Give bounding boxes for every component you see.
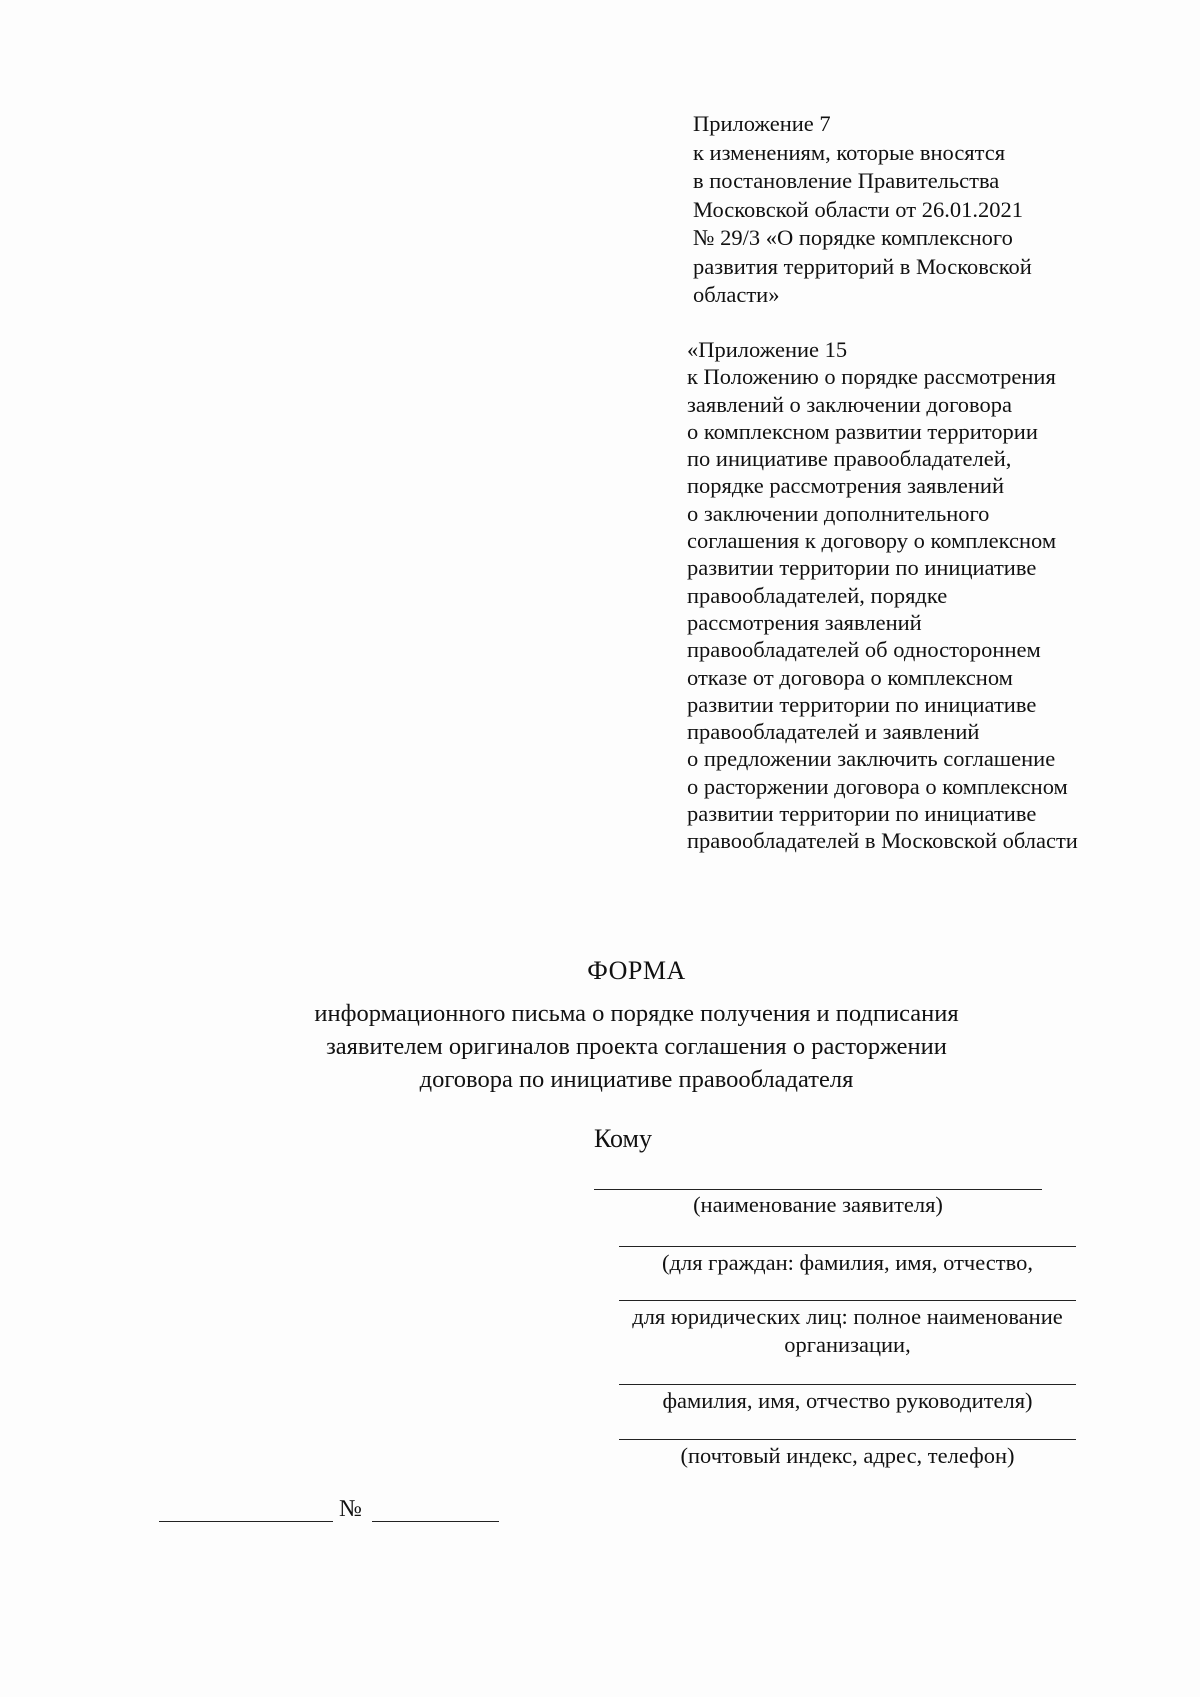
citizen-name-line[interactable]: [619, 1246, 1076, 1247]
applicant-name-caption: (наименование заявителя): [693, 1192, 943, 1217]
postal-address-line[interactable]: [619, 1439, 1076, 1440]
appendix-7-line: развития территорий в Московской: [693, 253, 1032, 279]
appendix-15-header: [687, 336, 1078, 855]
appendix-15-line: к Положению о порядке рассмотрения: [687, 364, 1056, 390]
appendix-15-line: о предложении заключить соглашение: [687, 746, 1056, 772]
appendix-15-line: порядке рассмотрения заявлений: [687, 473, 1005, 499]
appendix-15-line: соглашения к договору о комплексном: [687, 528, 1057, 554]
appendix-15-line: правообладателей, порядке: [687, 582, 948, 608]
appendix-15-line: правообладателей в Московской области: [687, 828, 1078, 854]
appendix-15-line: «Приложение 15: [687, 337, 848, 362]
appendix-15-line: заявлений о заключении договора: [687, 391, 1012, 417]
appendix-15-line: о расторжении договора о комплексном: [687, 773, 1068, 799]
registration-number-sign: №: [339, 1496, 362, 1522]
appendix-15-line: правообладателей об одностороннем: [687, 637, 1041, 663]
appendix-15-line: по инициативе правообладателей,: [687, 446, 1012, 472]
appendix-15-line: отказе от договора о комплексном: [687, 664, 1013, 690]
head-name-caption: фамилия, имя, отчество руководителя): [662, 1388, 1033, 1413]
form-subtitle-line: договора по инициативе правообладателя: [419, 1066, 854, 1093]
appendix-15-line: рассмотрения заявлений: [687, 609, 922, 635]
appendix-15-line: о комплексном развитии территории: [687, 418, 1038, 444]
appendix-15-line: правообладателей и заявлений: [687, 719, 980, 745]
legal-entity-caption: для юридических лиц: полное наименование: [632, 1304, 1063, 1329]
appendix-7-header: [693, 110, 1032, 310]
registration-date-line[interactable]: [159, 1521, 333, 1522]
recipient-label: Кому: [594, 1124, 653, 1153]
appendix-7-line: области»: [693, 282, 780, 307]
postal-address-caption: (почтовый индекс, адрес, телефон): [680, 1443, 1015, 1468]
registration-number-line[interactable]: [372, 1521, 499, 1522]
form-title: ФОРМА: [587, 956, 686, 985]
form-subtitle-line: заявителем оригиналов проекта соглашения о расторжении: [326, 1033, 947, 1060]
form-subtitle-line: информационного письма о порядке получения и подписания: [314, 1000, 959, 1027]
citizen-name-caption: (для граждан: фамилия, имя, отчество,: [662, 1250, 1033, 1275]
appendix-7-line: Приложение 7: [693, 111, 831, 136]
appendix-15-line: развитии территории по инициативе: [687, 555, 1037, 581]
appendix-7-line: № 29/3 «О порядке комплексного: [693, 225, 1013, 250]
appendix-7-line: Московской области от 26.01.2021: [693, 196, 1023, 222]
recipient-name-line[interactable]: [594, 1189, 1042, 1190]
form-subtitle: [0, 997, 1200, 1096]
appendix-7-line: в постановление Правительства: [693, 168, 1000, 193]
appendix-15-line: о заключении дополнительного: [687, 500, 990, 526]
legal-entity-line[interactable]: [619, 1300, 1076, 1301]
head-name-line[interactable]: [619, 1384, 1076, 1385]
appendix-15-line: развитии территории по инициативе: [687, 691, 1037, 717]
appendix-7-line: к изменениям, которые вносятся: [693, 139, 1006, 165]
appendix-15-line: развитии территории по инициативе: [687, 801, 1037, 827]
organization-caption: организации,: [784, 1332, 911, 1357]
